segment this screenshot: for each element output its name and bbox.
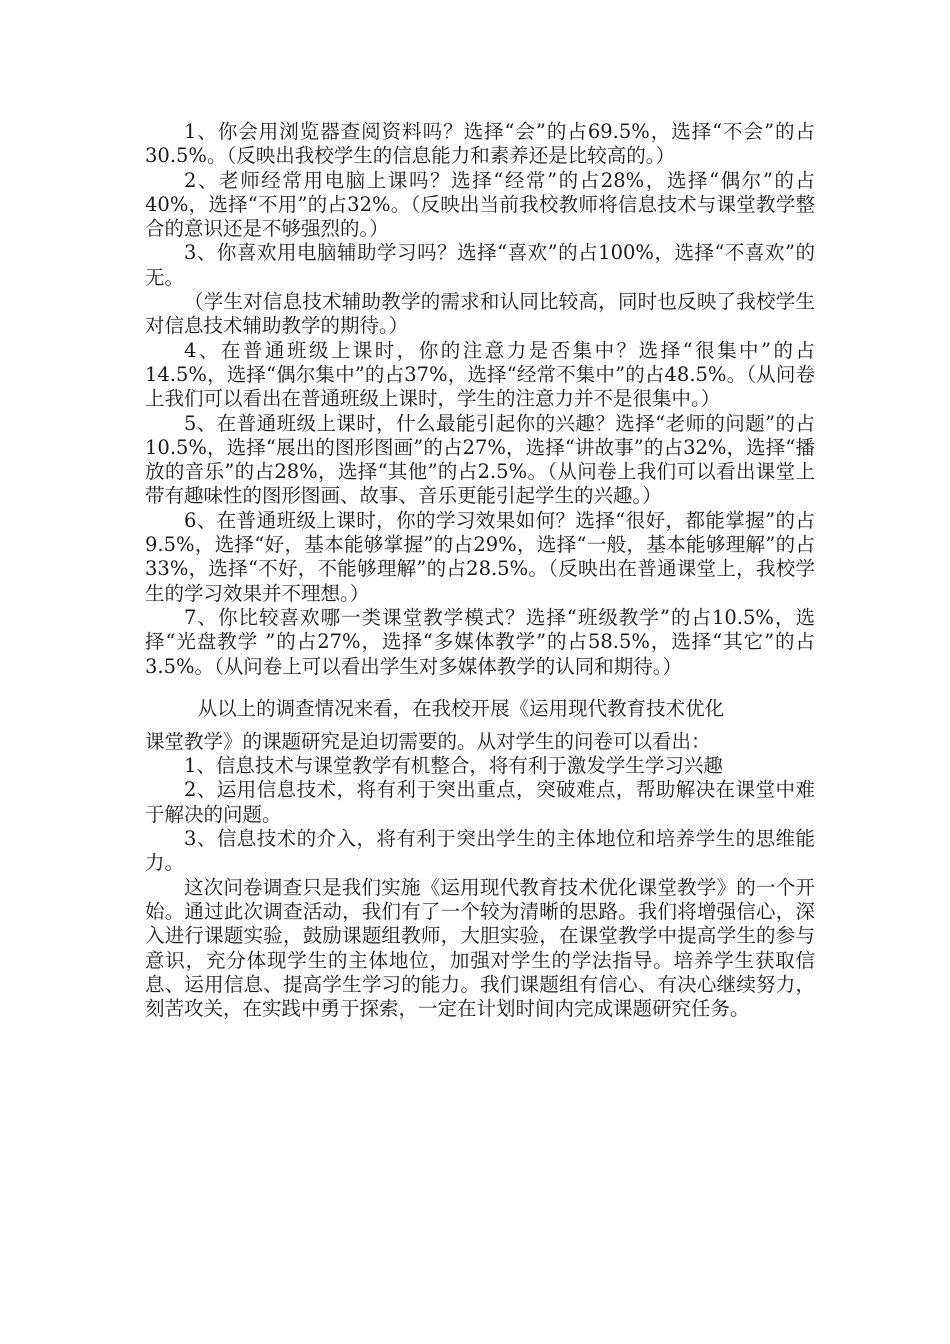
survey-item-5: 5、在普通班级上课时，什么最能引起你的兴趣？选择“老师的问题”的占10.5%，选择“展出的图形图画”的占27%，选择“讲故事”的占32%，选择“播放的音乐”的占28%，选择“其他”的占2.5%。（从问卷上我们可以看出课堂上带有趣味性的图形图画、故事、音乐更能引起学生的兴趣。）: [145, 411, 815, 508]
document-page: [145, 120, 815, 1021]
survey-item-3: 3、你喜欢用电脑辅助学习吗？选择“喜欢”的占100%，选择“不喜欢”的无。: [145, 241, 815, 289]
survey-item-2: 2、老师经常用电脑上课吗？选择“经常”的占28%，选择“偶尔”的占40%，选择“不用”的占32%。（反映出当前我校教师将信息技术与课堂教学整合的意识还是不够强烈的。）: [145, 168, 815, 241]
survey-item-3-note: （学生对信息技术辅助教学的需求和认同比较高，同时也反映了我校学生对信息技术辅助教学的期待。）: [145, 290, 815, 338]
conclusion-point-2: 2、运用信息技术，将有利于突出重点，突破难点，帮助解决在课堂中难于解决的问题。: [145, 778, 815, 826]
survey-item-6: 6、在普通班级上课时，你的学习效果如何？选择“很好，都能掌握”的占9.5%，选择“好，基本能够掌握”的占29%，选择“一般，基本能够理解”的占33%，选择“不好，不能够理解”的占28.5%。（反映出在普通课堂上，我校学生的学习效果并不理想。）: [145, 508, 815, 605]
conclusion-point-3: 3、信息技术的介入，将有利于突出学生的主体地位和培养学生的思维能力。: [145, 827, 815, 875]
survey-item-7: 7、你比较喜欢哪一类课堂教学模式？选择“班级教学”的占10.5%，选择“光盘教学 ”的占27%，选择“多媒体教学”的占58.5%，选择“其它”的占3.5%。（从问卷上可以看出学生对多媒体教学的认同和期待。）: [145, 605, 815, 678]
conclusion-closing: 这次问卷调查只是我们实施《运用现代教育技术优化课堂教学》的一个开始。通过此次调查活动，我们有了一个较为清晰的思路。我们将增强信心，深入进行课题实验，鼓励课题组教师，大胆实验，在课堂教学中提高学生的参与意识，充分体现学生的主体地位，加强对学生的学法指导。培养学生获取信息、运用信息、提高学生学习的能力。我们课题组有信心、有决心继续努力，刻苦攻关，在实践中勇于探索，一定在计划时间内完成课题研究任务。: [145, 875, 815, 1021]
conclusion-point-1: 1、信息技术与课堂教学有机整合，将有利于激发学生学习兴趣: [184, 754, 723, 778]
conclusion-intro-line2: 课堂教学》的课题研究是迫切需要的。从对学生的问卷可以看出：: [145, 729, 711, 753]
conclusion-intro-line1: 从以上的调查情况来看，在我校开展《运用现代教育技术优化: [197, 696, 725, 720]
survey-item-4: 4、在普通班级上课时，你的注意力是否集中？选择“很集中”的占14.5%，选择“偶尔集中”的占37%，选择“经常不集中”的占48.5%。（从问卷上我们可以看出在普通班级上课时，学生的注意力并不是很集中。）: [145, 338, 815, 411]
survey-item-1: 1、你会用浏览器查阅资料吗？选择“会”的占69.5%，选择“不会”的占30.5%。（反映出我校学生的信息能力和素养还是比较高的。）: [145, 120, 815, 168]
